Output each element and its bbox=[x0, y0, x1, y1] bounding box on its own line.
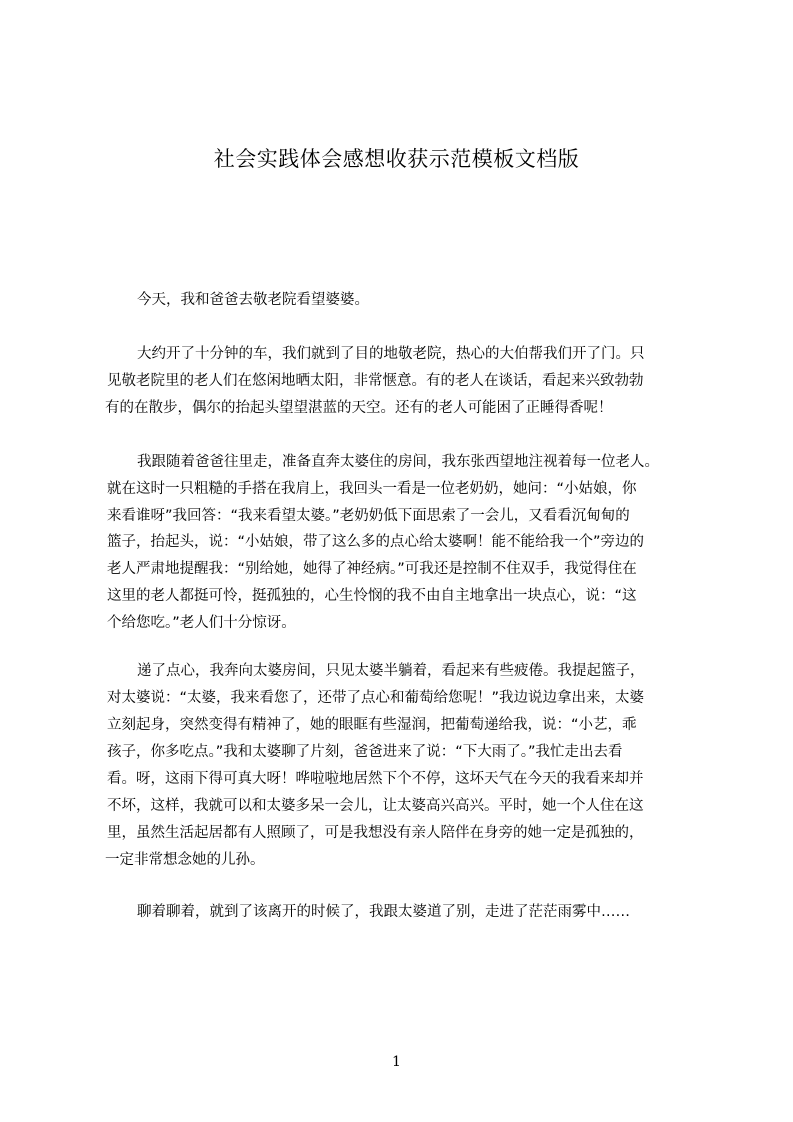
paragraph-line: 今天，我和爸爸去敬老院看望婆婆。 bbox=[137, 292, 369, 308]
paragraph-line: 一定非常想念她的儿孙。 bbox=[105, 852, 265, 868]
paragraph-line: 我跟随着爸爸往里走，准备直奔太婆住的房间，我东张西望地注视着每一位老人。 bbox=[137, 454, 659, 470]
paragraph-line: 递了点心，我奔向太婆房间，只见太婆半躺着，看起来有些疲倦。我提起篮子， bbox=[137, 663, 645, 679]
page-number: 1 bbox=[392, 1054, 401, 1070]
paragraph-line: 来看谁呀”我回答：“我来看望太婆。”老奶奶低下面思索了一会儿，又看看沉甸甸的 bbox=[107, 508, 630, 524]
document-title: 社会实践体会感想收获示范模板文档版 bbox=[213, 147, 580, 171]
paragraph-line: 就在这时一只粗糙的手搭在我肩上，我回头一看是一位老奶奶，她问：“小姑娘，你 bbox=[107, 481, 637, 497]
paragraph-line: 对太婆说：“太婆，我来看您了，还带了点心和葡萄给您呢！”我边说边拿出来，太婆 bbox=[107, 690, 645, 706]
paragraph-line: 见敬老院里的老人们在悠闲地晒太阳，非常惬意。有的老人在谈话，看起来兴致勃勃 bbox=[107, 373, 644, 389]
paragraph-line: 老人严肃地提醒我：“别给她，她得了神经病。”可我还是控制不住双手，我觉得住在 bbox=[107, 561, 637, 577]
paragraph-line: 里，虽然生活起居都有人照顾了，可是我想没有亲人陪伴在身旁的她一定是孤独的， bbox=[107, 825, 644, 841]
paragraph-line: 篮子，抬起头，说：“小姑娘，带了这么多的点心给太婆啊！能不能给我一个”旁边的 bbox=[107, 534, 645, 550]
paragraph-line: 大约开了十分钟的车，我们就到了目的地敬老院，热心的大伯帮我们开了门。只 bbox=[137, 346, 645, 362]
paragraph-line: 有的在散步，偶尔的抬起头望望湛蓝的天空。还有的老人可能困了正睡得香呢！ bbox=[105, 400, 613, 416]
paragraph-line: 立刻起身，突然变得有精神了，她的眼眶有些湿润，把葡萄递给我，说：“小艺，乖 bbox=[107, 717, 637, 733]
paragraph-line: 看。呀，这雨下得可真大呀！哗啦啦地居然下个不停，这坏天气在今天的我看来却并 bbox=[107, 771, 644, 787]
paragraph-line: 个给您吃。”老人们十分惊讶。 bbox=[107, 615, 296, 631]
paragraph-line: 这里的老人都挺可怜，挺孤独的，心生怜悯的我不由自主地拿出一块点心，说：“这 bbox=[107, 588, 637, 604]
paragraph-line: 聊着聊着，就到了该离开的时候了，我跟太婆道了别，走进了茫茫雨雾中…… bbox=[137, 904, 630, 920]
paragraph-line: 不坏，这样，我就可以和太婆多呆一会儿，让太婆高兴高兴。平时，她一个人住在这 bbox=[107, 798, 644, 814]
paragraph-line: 孩子，你多吃点。”我和太婆聊了片刻，爸爸进来了说：“下大雨了。”我忙走出去看 bbox=[107, 744, 623, 760]
